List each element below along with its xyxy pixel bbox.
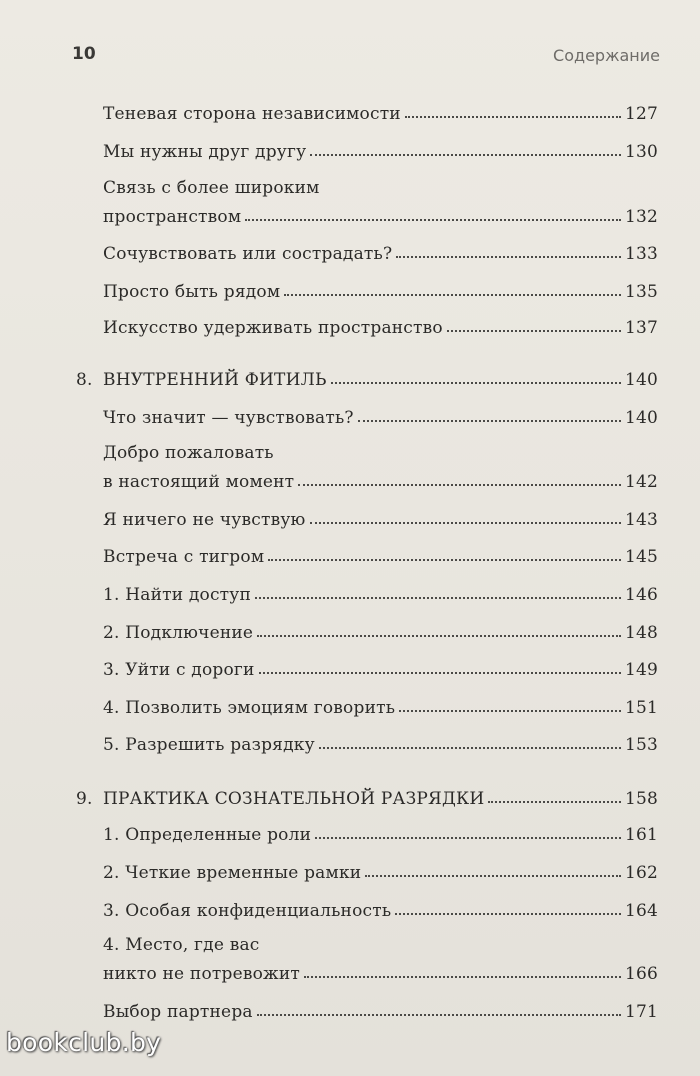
toc-entry-page: 127	[624, 104, 658, 124]
toc-entry-page: 143	[624, 510, 658, 530]
dot-leader	[259, 672, 621, 674]
toc-entry-page: 162	[624, 863, 658, 883]
dot-leader	[396, 256, 621, 258]
toc-entry	[103, 98, 658, 124]
toc-entry-title: 3. Особая конфиденциальность	[103, 901, 392, 921]
toc-entry-page: 140	[624, 408, 658, 428]
toc-entry-title: 4. Позволить эмоциям говорить	[103, 698, 396, 718]
toc-entry	[103, 654, 658, 680]
toc-entry	[103, 238, 658, 264]
toc-entry	[103, 579, 658, 605]
toc-entry	[103, 541, 658, 567]
toc-entry	[103, 617, 658, 643]
toc-entry-page: 130	[624, 142, 658, 162]
toc-entry-page: 149	[624, 660, 658, 680]
toc-entry	[103, 136, 658, 162]
page-number: 10	[72, 44, 96, 64]
toc-entry	[103, 729, 658, 755]
toc-entry-title-line1: Связь с более широким	[103, 178, 320, 198]
dot-leader	[365, 875, 621, 877]
toc-entry-page: 140	[624, 370, 658, 390]
toc-chapter-entry	[76, 783, 658, 809]
toc-entry-title: 1. Определенные роли	[103, 825, 312, 845]
toc-entry	[103, 201, 658, 227]
toc-entry-title: 2. Четкие временные рамки	[103, 863, 362, 883]
dot-leader	[358, 420, 621, 422]
dot-leader	[268, 559, 621, 561]
toc-entry-page: 146	[624, 585, 658, 605]
dot-leader	[331, 382, 621, 384]
toc-entry-title: Просто быть рядом	[103, 282, 281, 302]
toc-chapter-entry	[76, 364, 658, 390]
toc-entry-title: Теневая сторона независимости	[103, 104, 401, 124]
toc-entry-page: 171	[624, 1002, 658, 1022]
toc-entry-title: Искусство удерживать пространство	[103, 318, 443, 338]
toc-entry-title: в настоящий момент	[103, 472, 295, 492]
running-head: Содержание	[553, 46, 660, 65]
toc-entry	[103, 402, 658, 428]
dot-leader	[310, 154, 621, 156]
toc-entry	[103, 895, 658, 921]
toc-entry-title: 3. Уйти с дороги	[103, 660, 255, 680]
toc-entry-page: 132	[624, 207, 658, 227]
toc-entry-title: 1. Найти доступ	[103, 585, 252, 605]
toc-entry-page: 153	[624, 735, 658, 755]
toc-entry-page: 164	[624, 901, 658, 921]
dot-leader	[257, 1014, 621, 1016]
toc-entry	[103, 276, 658, 302]
toc-entry-page: 137	[624, 318, 658, 338]
toc-chapter-title: ПРАКТИКА СОЗНАТЕЛЬНОЙ РАЗРЯДКИ	[103, 789, 485, 809]
toc-entry-title: пространством	[103, 207, 242, 227]
dot-leader	[298, 484, 621, 486]
chapter-number: 9.	[76, 789, 93, 809]
dot-leader	[399, 710, 621, 712]
toc-entry	[103, 857, 658, 883]
toc-entry-title-line1: Добро пожаловать	[103, 443, 274, 463]
chapter-number: 8.	[76, 370, 93, 390]
dot-leader	[304, 976, 621, 978]
dot-leader	[395, 913, 621, 915]
toc-chapter-title: ВНУТРЕННИЙ ФИТИЛЬ	[103, 370, 327, 390]
toc-entry-page: 133	[624, 244, 658, 264]
dot-leader	[310, 522, 621, 524]
toc-entry-page: 158	[624, 789, 658, 809]
dot-leader	[257, 635, 621, 637]
toc-entry-title: 5. Разрешить разрядку	[103, 735, 315, 755]
toc-entry-title-line1: 4. Место, где вас	[103, 935, 260, 955]
dot-leader	[255, 597, 621, 599]
toc-entry	[103, 312, 658, 338]
toc-entry	[103, 692, 658, 718]
toc-entry-title: никто не потревожит	[103, 964, 301, 984]
toc-entry-page: 161	[624, 825, 658, 845]
toc-entry	[103, 466, 658, 492]
dot-leader	[488, 801, 621, 803]
toc-entry-page: 148	[624, 623, 658, 643]
dot-leader	[447, 330, 621, 332]
toc-entry-title: Сочувствовать или сострадать?	[103, 244, 393, 264]
toc-entry-title: 2. Подключение	[103, 623, 254, 643]
toc-entry-page: 145	[624, 547, 658, 567]
toc-entry-title: Выбор партнера	[103, 1002, 253, 1022]
toc-entry-page: 166	[624, 964, 658, 984]
dot-leader	[284, 294, 621, 296]
toc-entry-title: Встреча с тигром	[103, 547, 265, 567]
dot-leader	[315, 837, 621, 839]
toc-entry	[103, 996, 658, 1022]
toc-entry	[103, 958, 658, 984]
toc-entry-page: 151	[624, 698, 658, 718]
dot-leader	[319, 747, 621, 749]
toc-entry-page: 142	[624, 472, 658, 492]
toc-entry	[103, 504, 658, 530]
watermark: bookclub.by	[6, 1028, 162, 1057]
toc-entry-title: Мы нужны друг другу	[103, 142, 307, 162]
dot-leader	[245, 219, 621, 221]
dot-leader	[405, 116, 621, 118]
toc-entry-title: Что значит — чувствовать?	[103, 408, 354, 428]
toc-entry-page: 135	[624, 282, 658, 302]
toc-entry	[103, 819, 658, 845]
toc-entry-title: Я ничего не чувствую	[103, 510, 306, 530]
